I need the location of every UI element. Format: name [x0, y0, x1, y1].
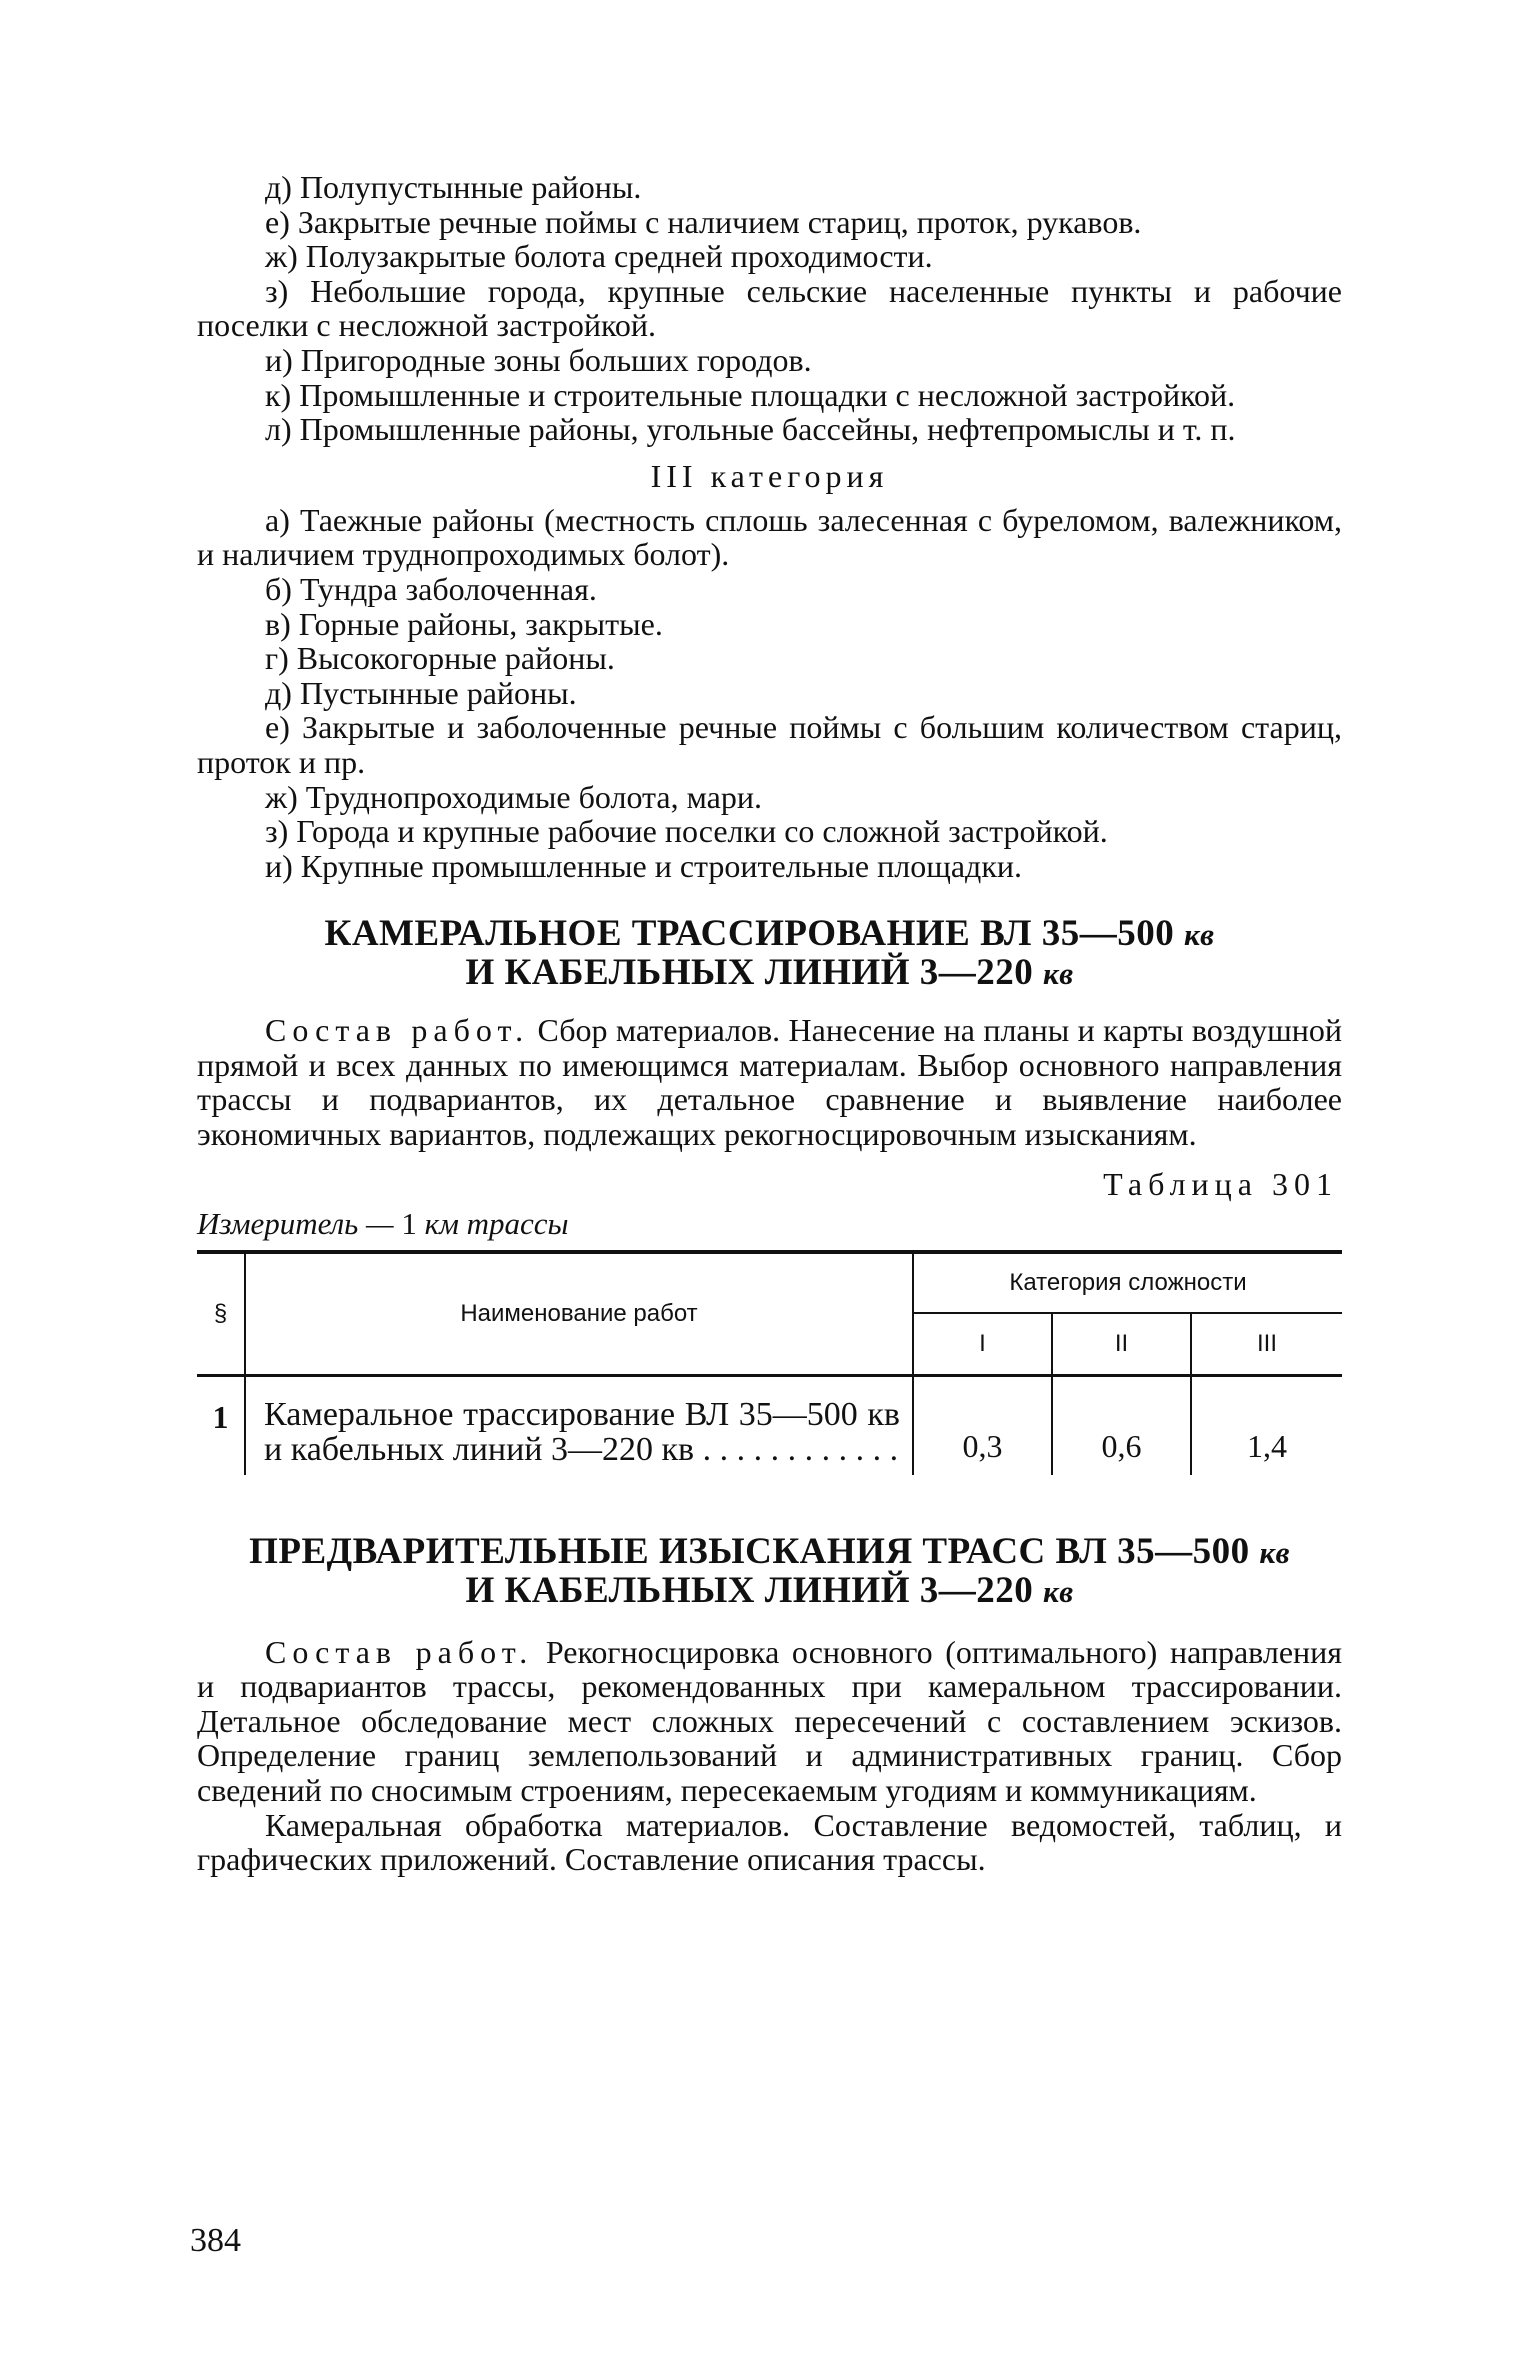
category3-list	[197, 503, 1342, 884]
table-caption: Таблица 301	[1103, 1165, 1338, 1202]
section1-title	[197, 915, 1342, 993]
meter-label: Измеритель —	[197, 1205, 394, 1241]
list-item: б) Тундра заболоченная.	[265, 570, 597, 607]
table-row	[197, 1375, 1342, 1475]
row-cat1-value: 0,3	[913, 1375, 1052, 1475]
list-item: е) Закрытые и заболоченные речные поймы с большим количеством стариц, проток и пр.	[197, 709, 1342, 780]
composition-label: Состав работ.	[265, 1012, 530, 1049]
composition-label: Состав работ.	[265, 1633, 534, 1670]
list-item: ж) Полузакрытые болота средней проходимости.	[265, 238, 933, 275]
list-item: л) Промышленные районы, угольные бассейны, нефтепромыслы и т. п.	[265, 411, 1236, 448]
list-item: з) Города и крупные рабочие поселки со сложной застройкой.	[265, 813, 1108, 850]
list-item: д) Пустынные районы.	[265, 674, 577, 711]
col-cat3-header: III	[1191, 1313, 1342, 1376]
meter-value: 1	[401, 1205, 417, 1241]
col-cat2-header: II	[1052, 1313, 1191, 1376]
section1-title-line2: И КАБЕЛЬНЫХ ЛИНИЙ 3—220	[465, 952, 1034, 994]
page-number: 384	[190, 2222, 241, 2259]
section1-title-unit2: кв	[1042, 956, 1074, 992]
list-item: з) Небольшие города, крупные сельские населенные пункты и рабочие поселки с несложной застройкой.	[197, 272, 1342, 344]
list-item: к) Промышленные и строительные площадки с несложной застройкой.	[265, 376, 1236, 413]
table-caption-row	[197, 1165, 1342, 1241]
section2-title-unit2: кв	[1042, 1573, 1074, 1609]
row-work-name: Камеральное трассирование ВЛ 35—500 кв и кабельных линий 3—220 кв . . . . . . . . . . . .	[245, 1375, 913, 1475]
composition-text: Сбор материалов. Нанесение на планы и карты воздушной прямой и всех данных по имеющимся материалам. Выбор основного направления трассы и подвариантов, их детальное сравнение и выявление наиболее экономичных вариантов, подлежащих рекогносцировочным изысканиям.	[197, 1012, 1342, 1153]
section1-composition	[197, 1013, 1342, 1151]
list-item: г) Высокогорные районы.	[265, 640, 615, 677]
row-index: 1	[197, 1375, 245, 1475]
section2-paragraph: Камеральная обработка материалов. Составление ведомостей, таблиц, и графических приложений. Составление описания трассы.	[197, 1806, 1342, 1878]
meter-unit: км трассы	[424, 1205, 569, 1241]
row-cat2-value: 0,6	[1052, 1375, 1191, 1475]
list-item: е) Закрытые речные поймы с наличием стариц, проток, рукавов.	[265, 203, 1142, 240]
section2-composition	[197, 1635, 1342, 1808]
category3-heading: III категория	[650, 457, 889, 494]
table-meter	[197, 1206, 569, 1242]
section2-title-line2: И КАБЕЛЬНЫХ ЛИНИЙ 3—220	[465, 1569, 1034, 1611]
row-cat3-value: 1,4	[1247, 1427, 1287, 1464]
section2-title-line1: ПРЕДВАРИТЕЛЬНЫЕ ИЗЫСКАНИЯ ТРАСС ВЛ 35—500	[249, 1530, 1250, 1572]
list-item: и) Крупные промышленные и строительные площадки.	[265, 847, 1022, 884]
list-item: в) Горные районы, закрытые.	[265, 605, 663, 642]
col-group-header: Категория сложности	[913, 1252, 1342, 1313]
list-item: и) Пригородные зоны больших городов.	[265, 341, 812, 378]
list-item: д) Полупустынные районы.	[265, 169, 642, 205]
col-index-header: §	[197, 1252, 245, 1376]
section2-title	[197, 1530, 1342, 1611]
section1-title-unit1: кв	[1183, 917, 1215, 953]
list-item: а) Таежные районы (местность сплошь залесенная с буреломом, валежником, и наличием труднопроходимых болот).	[197, 501, 1342, 573]
list-item: ж) Труднопроходимые болота, мари.	[265, 778, 762, 815]
page-content	[197, 170, 1342, 1877]
section1-title-line1: КАМЕРАЛЬНОЕ ТРАССИРОВАНИЕ ВЛ 35—500	[324, 913, 1175, 955]
category2-list	[197, 170, 1342, 447]
col-cat1-header: I	[913, 1313, 1052, 1376]
col-name-header: Наименование работ	[245, 1252, 913, 1376]
composition-text: Рекогносцировка основного (оптимального) направления и подвариантов трассы, рекомендованных при камеральном трассировании. Детальное обследование мест сложных пересечений с составлением эскизов. Определение границ землепользований и административных границ. Сбор сведений по сносимым строениям, пересекаемым угодиям и коммуникациям.	[197, 1633, 1342, 1809]
section2-title-unit1: кв	[1259, 1534, 1290, 1570]
works-table	[197, 1250, 1342, 1475]
